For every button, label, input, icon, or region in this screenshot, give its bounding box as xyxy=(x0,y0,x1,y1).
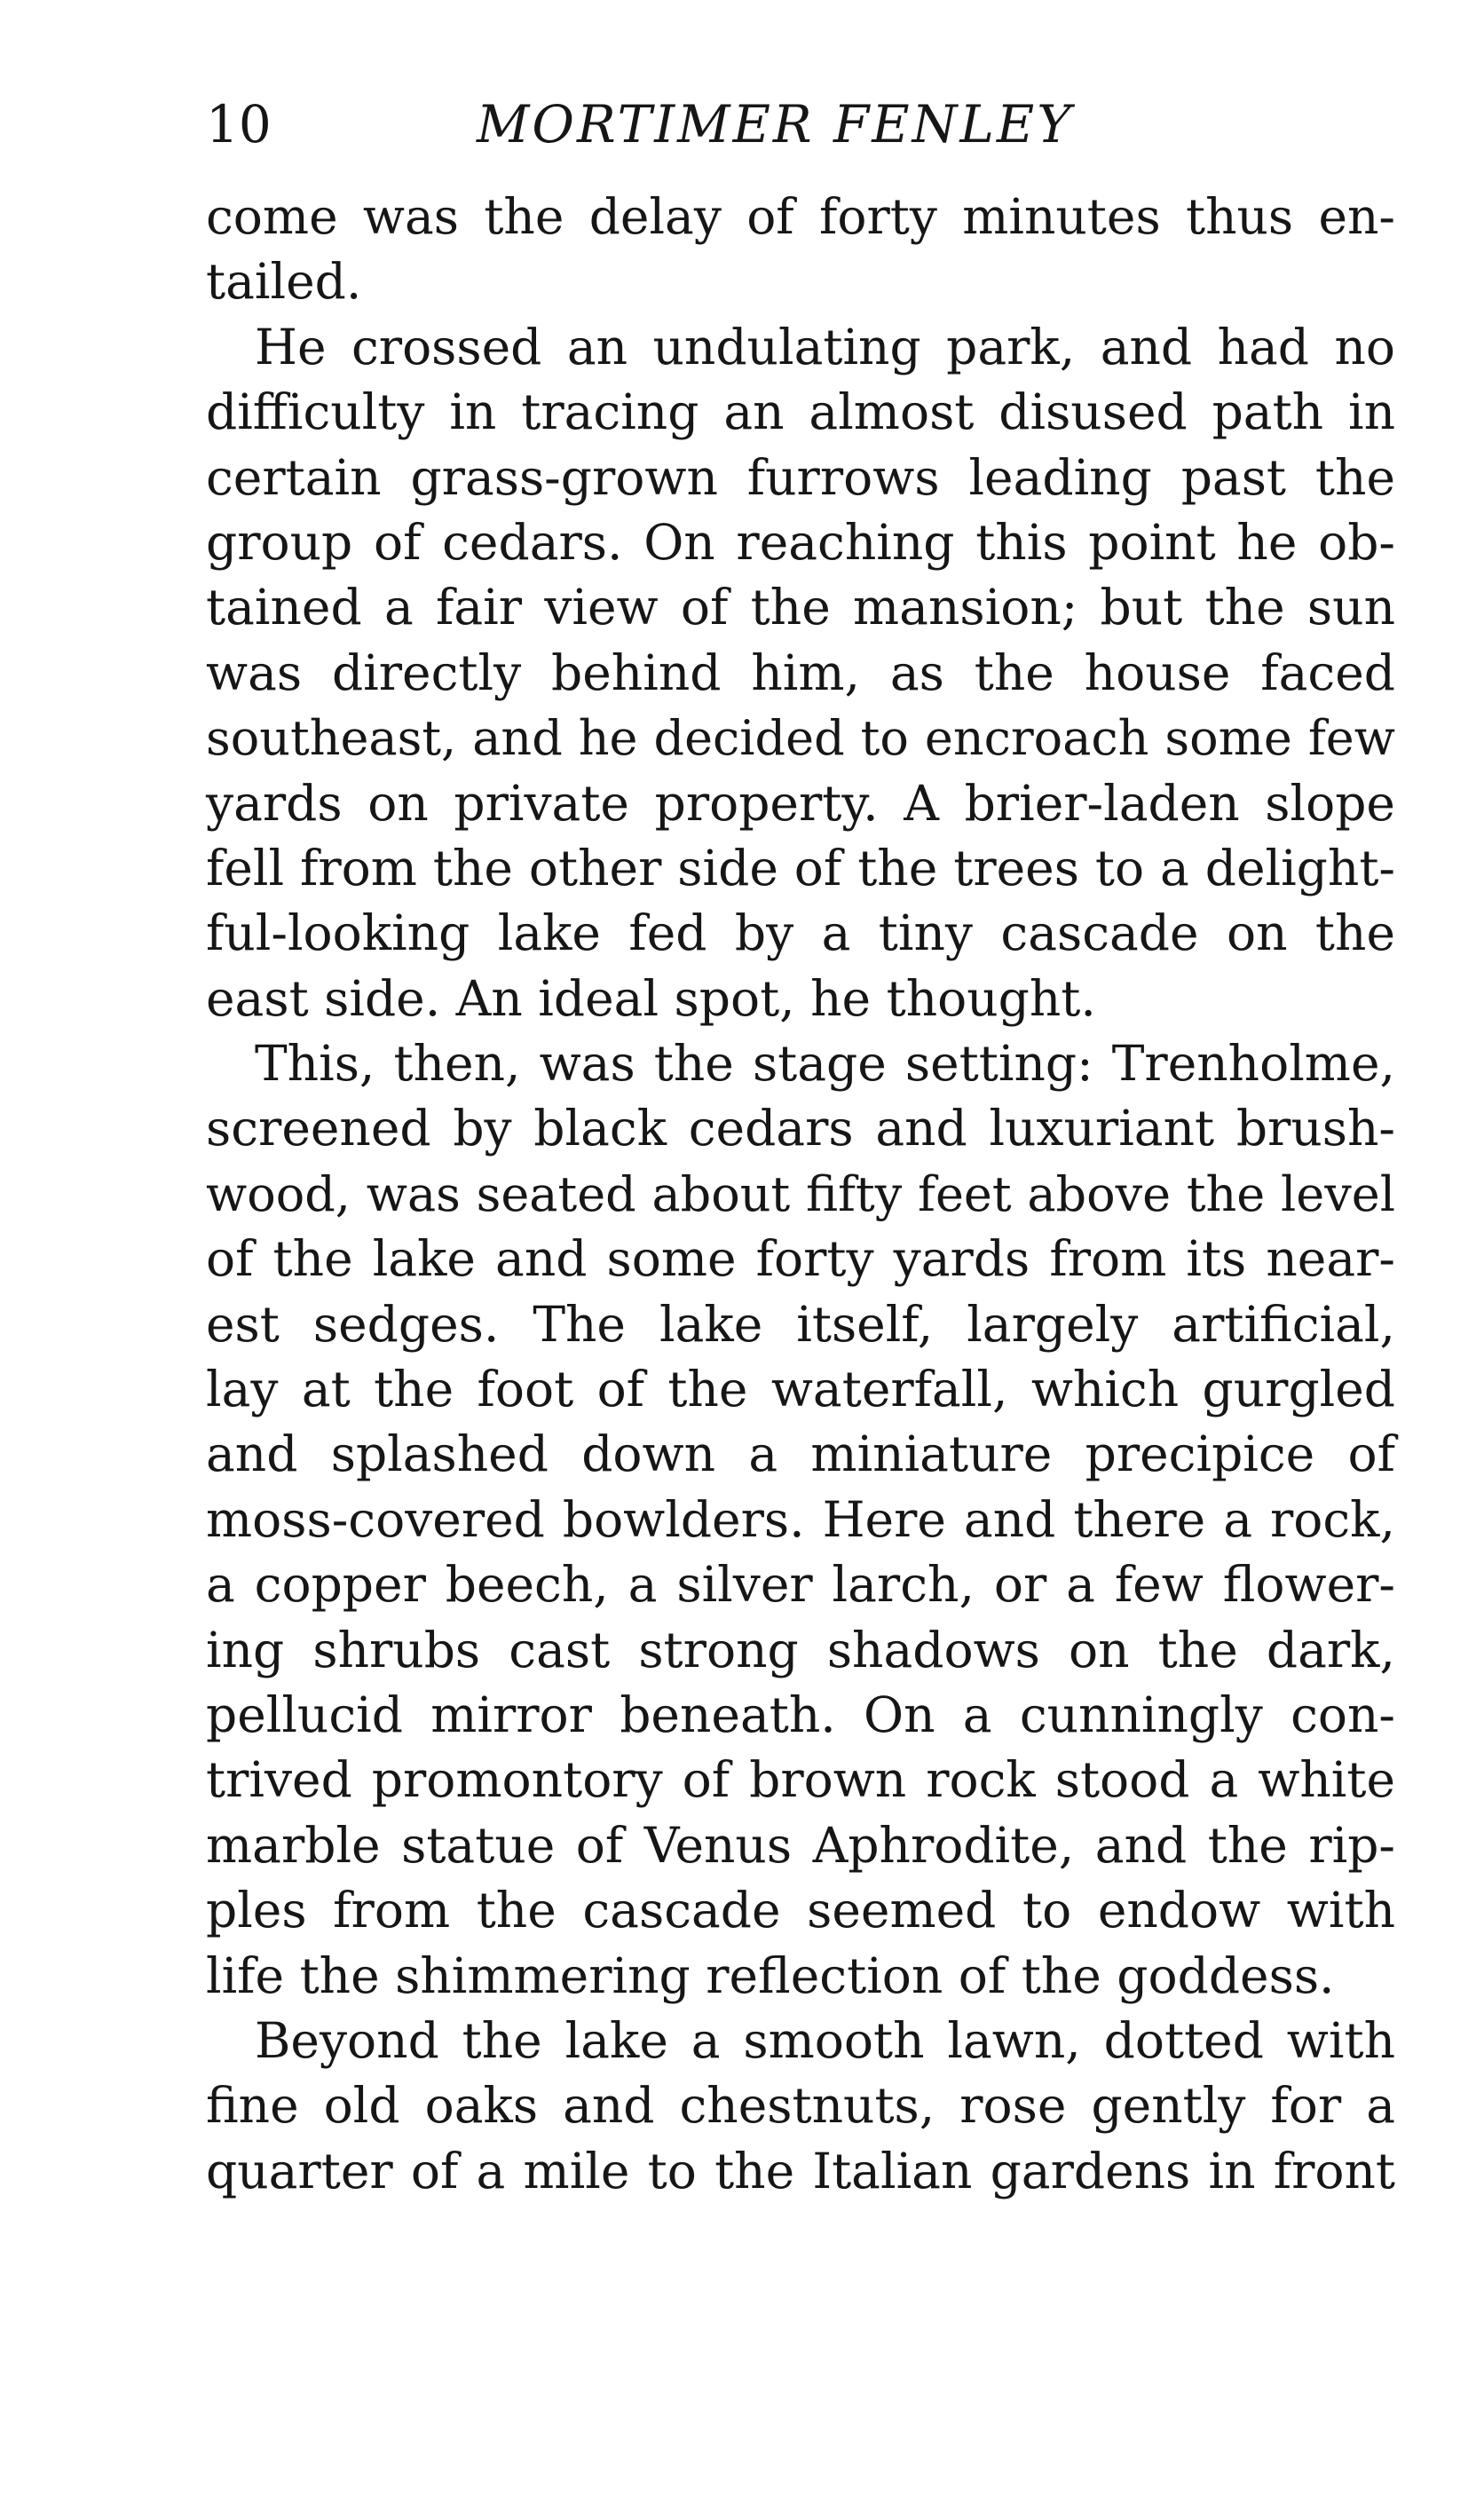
text-line: east side. An ideal spot, he thought. xyxy=(206,969,1096,1027)
text-line: and splashed down a miniature precipice of xyxy=(206,1425,1395,1483)
text-line: life the shimmering reflection of the goddess. xyxy=(206,1946,1335,2004)
text-line: est sedges. The lake itself, largely artificial, xyxy=(206,1295,1395,1353)
text-line: moss-covered bowlders. Here and there a rock, xyxy=(206,1490,1395,1548)
text-line: a copper beech, a silver larch, or a few flower- xyxy=(206,1556,1395,1614)
text-line: ing shrubs cast strong shadows on the dark, xyxy=(206,1621,1395,1678)
running-head xyxy=(206,89,1395,160)
running-title: MORTIMER FENLEY xyxy=(477,94,1074,154)
text-line: Beyond the lake a smooth lawn, dotted with xyxy=(255,2011,1395,2069)
text-line: This, then, was the stage setting: Trenholme, xyxy=(255,1035,1395,1093)
text-line: was directly behind him, as the house faced xyxy=(206,644,1395,701)
body-text xyxy=(206,185,1395,2204)
text-line: group of cedars. On reaching this point he ob- xyxy=(206,513,1395,571)
text-line: fell from the other side of the trees to a delight- xyxy=(206,839,1395,896)
text-line: trived promontory of brown rock stood a white xyxy=(206,1751,1395,1809)
text-line: ful-looking lake fed by a tiny cascade on the xyxy=(206,904,1395,962)
text-line: certain grass-grown furrows leading past the xyxy=(206,448,1395,506)
text-line: tained a fair view of the mansion; but the sun xyxy=(206,579,1395,636)
text-line: tailed. xyxy=(206,253,362,311)
text-line: He crossed an undulating park, and had no xyxy=(255,318,1395,375)
text-line: fine old oaks and chestnuts, rose gently for a xyxy=(206,2077,1395,2135)
page-number: 10 xyxy=(206,94,272,154)
text-line: difficulty in tracing an almost disused path in xyxy=(206,383,1395,441)
text-line: wood, was seated about fifty feet above the level xyxy=(206,1165,1395,1222)
text-line: come was the delay of forty minutes thus en- xyxy=(206,188,1395,245)
text-line: pellucid mirror beneath. On a cunningly con- xyxy=(206,1686,1395,1743)
text-line: yards on private property. A brier-laden slope xyxy=(206,774,1395,832)
text-line: southeast, and he decided to encroach some few xyxy=(206,710,1395,767)
text-line: marble statue of Venus Aphrodite, and the rip- xyxy=(206,1816,1395,1874)
text-line: quarter of a mile to the Italian gardens in front xyxy=(206,2142,1395,2199)
text-line: ples from the cascade seemed to endow with xyxy=(206,1882,1395,1939)
text-line: screened by black cedars and luxuriant brush- xyxy=(206,1100,1395,1157)
text-line: lay at the foot of the waterfall, which gurgled xyxy=(206,1361,1395,1418)
text-line: of the lake and some forty yards from its near- xyxy=(206,1230,1395,1288)
